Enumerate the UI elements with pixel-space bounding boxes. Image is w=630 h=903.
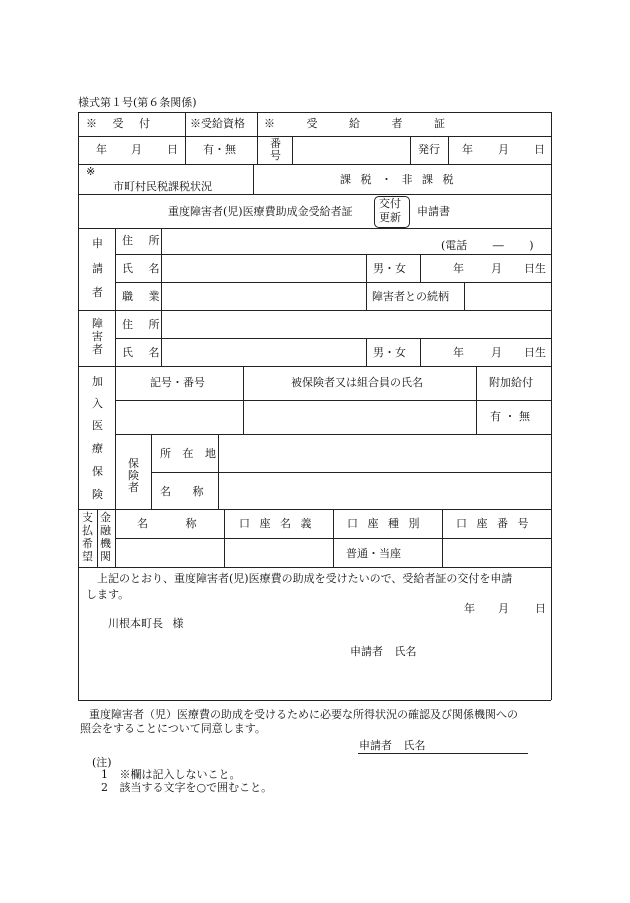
applicant-birth-month: 月 [491,262,502,275]
account-holder-label: 口 座 名 義 [239,517,315,530]
issue-day: 日 [534,143,545,156]
applicant-name-label: 氏 名 [122,262,166,275]
applicant-phone: (電話 ― ) [441,239,534,252]
addressee: 川根本町長 様 [108,617,184,630]
form-title-suffix: 申請書 [417,205,450,218]
additional-benefit-presence: 有 ・ 無 [490,410,530,423]
bank-name-label: 名 称 [137,517,197,530]
note-2: 2 該当する文字を○で囲むこと。 [101,781,273,794]
reception-day: 日 [167,143,178,156]
relation-label: 障害者との続柄 [372,290,449,303]
disabled-group-2: 害 [92,330,103,343]
tax-label: 市町村民税課税状況 [113,180,212,193]
statement-month: 月 [498,602,509,615]
disabled-birth-month: 月 [491,346,502,359]
reception-year: 年 [96,143,107,156]
insurance-group-3: 医 [92,419,103,432]
insurer-name-label: 名 称 [160,485,204,498]
insurer-group-3: 者 [128,481,139,494]
bank-group-3: 機 [100,537,111,550]
applicant-group-2: 請 [92,262,103,275]
issue-month: 月 [498,143,509,156]
applicant-job-label: 職 業 [122,290,166,303]
statement-year: 年 [464,602,475,615]
consent-signature-line [358,753,528,754]
bank-group-1: 金 [100,511,111,524]
applicant-group-1: 申 [92,237,103,250]
reception-month: 月 [131,143,142,156]
statement-day: 日 [535,602,546,615]
account-number-label: 口 座 番 号 [456,517,532,530]
consent-line-2: 照会をすることについて同意します。 [80,722,266,735]
insurer-location-label: 所 在 地 [160,447,220,460]
insurance-group-2: 入 [92,397,103,410]
reception-label: ※ 受 付 [86,117,156,130]
applicant-birth-year: 年 [453,262,464,275]
choice-issue: 交付 [379,197,401,210]
additional-benefit-label: 附加給付 [489,376,533,389]
note-1: 1 ※欄は記入しないこと。 [101,768,241,781]
insured-name-label: 被保険者又は組合員の氏名 [291,376,423,389]
symbol-number-label: 記号・番号 [150,376,205,389]
issue-label: 発行 [418,143,440,156]
disabled-name-label: 氏 名 [122,346,166,359]
disabled-group-3: 者 [92,343,103,356]
payment-group-2: 払 [82,524,93,537]
disabled-group-1: 障 [92,317,103,330]
applicant-group-3: 者 [92,286,103,299]
disabled-birth-year: 年 [453,346,464,359]
disabled-gender: 男・女 [373,346,406,359]
tax-value: 課 税 ・ 非 課 税 [340,173,457,186]
form-number: 様式第１号(第６条関係) [78,96,197,109]
bank-group-4: 関 [100,550,111,563]
payment-group-3: 希 [82,537,93,550]
applicant-address-label: 住 所 [122,234,166,247]
insurer-group-2: 険 [128,469,139,482]
statement-line-1: 上記のとおり、重度障害者(児)医療費の助成を受けたいので、受給者証の交付を申請 [97,572,513,585]
number-label: 番号 [270,137,281,162]
choice-renew: 更新 [379,211,401,224]
consent-line-1: 重度障害者（児）医療費の助成を受けるために必要な所得状況の確認及び関係機関への [89,708,518,721]
insurance-group-4: 療 [92,442,103,455]
disabled-birth-day: 日生 [524,346,546,359]
account-type-value: 普通・当座 [346,547,401,560]
insurer-group-1: 保 [128,457,139,470]
statement-line-2: します。 [86,588,130,601]
eligibility-label: ※受給資格 [190,117,245,130]
disabled-address-label: 住 所 [122,318,166,331]
insurance-group-6: 険 [92,488,103,501]
issue-year: 年 [462,143,473,156]
payment-group-4: 望 [82,550,93,563]
statement-applicant: 申請者 氏名 [350,645,417,658]
insurance-group-5: 保 [92,465,103,478]
bank-group-2: 融 [100,524,111,537]
applicant-birth-day: 日生 [524,262,546,275]
consent-applicant: 申請者 氏名 [359,739,426,752]
notes-heading: (注) [92,756,112,769]
form-title: 重度障害者(児)医療費助成金受給者証 [168,205,353,218]
eligibility-presence: 有・無 [203,143,236,156]
certificate-label: ※ 受 給 者 証 [264,117,459,130]
payment-group-1: 支 [82,511,93,524]
account-type-label: 口 座 種 別 [347,517,423,530]
insurance-group-1: 加 [92,375,103,388]
tax-mark: ※ [86,165,96,178]
applicant-gender: 男・女 [373,262,406,275]
